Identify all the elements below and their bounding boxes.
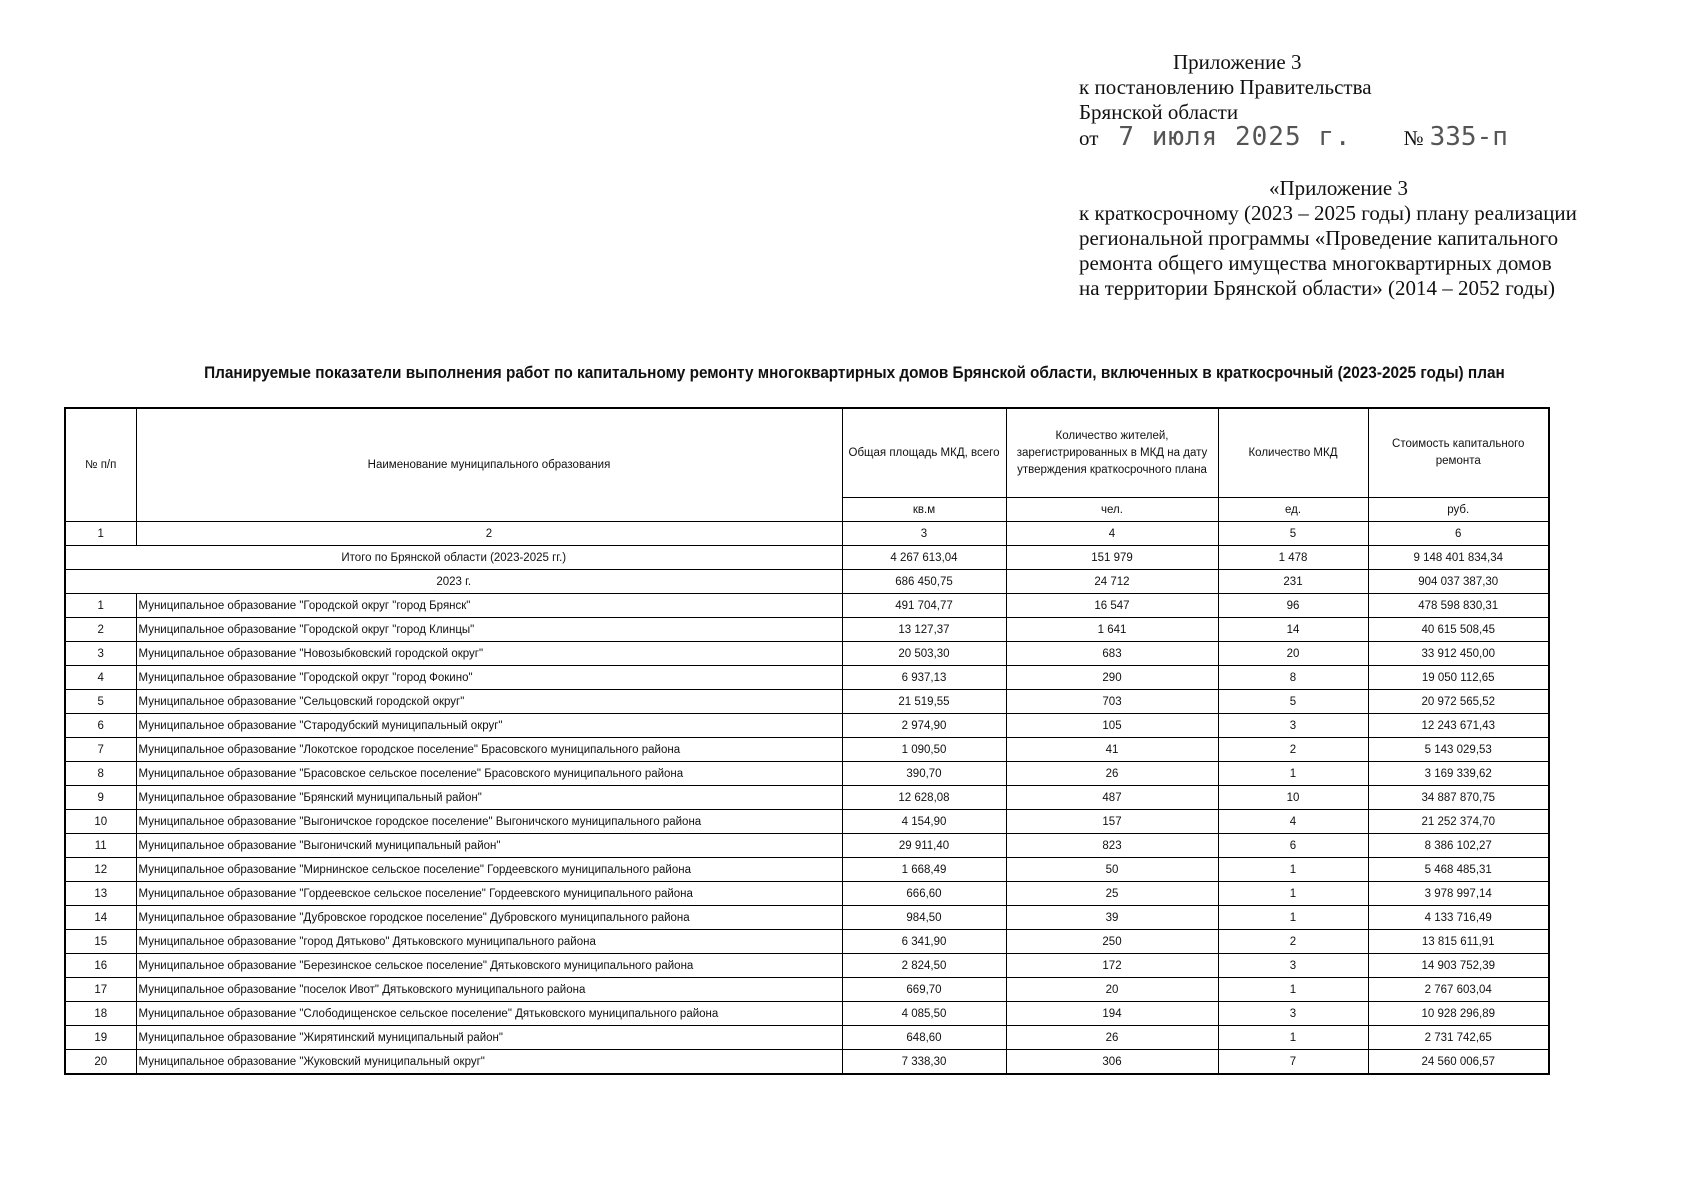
row-residents: 105 bbox=[1006, 714, 1218, 738]
total-area: 4 267 613,04 bbox=[842, 546, 1006, 570]
municipality-name: Муниципальное образование "Жуковский муниципальный округ" bbox=[136, 1050, 842, 1075]
row-cost: 19 050 112,65 bbox=[1368, 666, 1549, 690]
col-number: 4 bbox=[1006, 522, 1218, 546]
municipality-name: Муниципальное образование "Городской округ "город Брянск" bbox=[136, 594, 842, 618]
sub-appendix-title: «Приложение 3 bbox=[1269, 176, 1408, 200]
row-cost: 8 386 102,27 bbox=[1368, 834, 1549, 858]
col-number: 1 bbox=[65, 522, 136, 546]
row-number: 19 bbox=[65, 1026, 136, 1050]
row-area: 4 154,90 bbox=[842, 810, 1006, 834]
row-area: 7 338,30 bbox=[842, 1050, 1006, 1075]
row-residents: 20 bbox=[1006, 978, 1218, 1002]
header-row bbox=[65, 408, 1549, 498]
row-residents: 683 bbox=[1006, 642, 1218, 666]
row-count: 1 bbox=[1218, 882, 1368, 906]
row-cost: 33 912 450,00 bbox=[1368, 642, 1549, 666]
row-count: 3 bbox=[1218, 1002, 1368, 1026]
total-count: 1 478 bbox=[1218, 546, 1368, 570]
row-residents: 26 bbox=[1006, 1026, 1218, 1050]
row-cost: 2 767 603,04 bbox=[1368, 978, 1549, 1002]
row-area: 4 085,50 bbox=[842, 1002, 1006, 1026]
row-residents: 487 bbox=[1006, 786, 1218, 810]
unit-area: кв.м bbox=[842, 498, 1006, 522]
row-cost: 34 887 870,75 bbox=[1368, 786, 1549, 810]
row-residents: 41 bbox=[1006, 738, 1218, 762]
row-number: 5 bbox=[65, 690, 136, 714]
table-row bbox=[65, 930, 1549, 954]
table-row bbox=[65, 666, 1549, 690]
municipality-name: Муниципальное образование "город Дятьково" Дятьковского муниципального района bbox=[136, 930, 842, 954]
row-number: 2 bbox=[65, 618, 136, 642]
table-row bbox=[65, 834, 1549, 858]
unit-cost: руб. bbox=[1368, 498, 1549, 522]
row-cost: 24 560 006,57 bbox=[1368, 1050, 1549, 1075]
sub-appendix-line-2: к краткосрочному (2023 – 2025 годы) плану реализации bbox=[1079, 201, 1577, 225]
row-number: 17 bbox=[65, 978, 136, 1002]
row-count: 1 bbox=[1218, 762, 1368, 786]
row-cost: 3 169 339,62 bbox=[1368, 762, 1549, 786]
header-num: № п/п bbox=[65, 408, 136, 522]
row-cost: 3 978 997,14 bbox=[1368, 882, 1549, 906]
total-row bbox=[65, 546, 1549, 570]
row-area: 390,70 bbox=[842, 762, 1006, 786]
header-cost: Стоимость капитального ремонта bbox=[1368, 408, 1549, 498]
municipality-name: Муниципальное образование "Стародубский муниципальный округ" bbox=[136, 714, 842, 738]
row-area: 2 974,90 bbox=[842, 714, 1006, 738]
table-row bbox=[65, 690, 1549, 714]
row-area: 13 127,37 bbox=[842, 618, 1006, 642]
decree-number-wrap bbox=[1403, 122, 1508, 152]
table-row bbox=[65, 858, 1549, 882]
appendix-title: Приложение 3 bbox=[1173, 50, 1302, 74]
row-area: 12 628,08 bbox=[842, 786, 1006, 810]
municipality-name: Муниципальное образование "Выгоничский муниципальный район" bbox=[136, 834, 842, 858]
row-count: 7 bbox=[1218, 1050, 1368, 1075]
row-cost: 5 143 029,53 bbox=[1368, 738, 1549, 762]
decree-number: 335-п bbox=[1429, 122, 1508, 152]
municipality-name: Муниципальное образование "Слободищенское сельское поселение" Дятьковского муниципального района bbox=[136, 1002, 842, 1026]
row-number: 13 bbox=[65, 882, 136, 906]
year-cost: 904 037 387,30 bbox=[1368, 570, 1549, 594]
sub-appendix-line-5: на территории Брянской области» (2014 – 2052 годы) bbox=[1079, 276, 1556, 300]
row-residents: 172 bbox=[1006, 954, 1218, 978]
row-residents: 25 bbox=[1006, 882, 1218, 906]
row-number: 14 bbox=[65, 906, 136, 930]
row-number: 8 bbox=[65, 762, 136, 786]
header-residents: Количество жителей, зарегистрированных в МКД на дату утверждения краткосрочного плана bbox=[1006, 408, 1218, 498]
row-area: 984,50 bbox=[842, 906, 1006, 930]
table-row bbox=[65, 810, 1549, 834]
municipality-name: Муниципальное образование "Брянский муниципальный район" bbox=[136, 786, 842, 810]
municipality-name: Муниципальное образование "Брасовское сельское поселение" Брасовского муниципального района bbox=[136, 762, 842, 786]
row-cost: 14 903 752,39 bbox=[1368, 954, 1549, 978]
row-area: 21 519,55 bbox=[842, 690, 1006, 714]
sub-appendix-line-3: региональной программы «Проведение капитального bbox=[1079, 226, 1559, 250]
table-row bbox=[65, 738, 1549, 762]
unit-count: ед. bbox=[1218, 498, 1368, 522]
municipality-name: Муниципальное образование "Локотское городское поселение" Брасовского муниципального района bbox=[136, 738, 842, 762]
date-prefix: от bbox=[1079, 126, 1099, 150]
row-number: 3 bbox=[65, 642, 136, 666]
table-row bbox=[65, 1050, 1549, 1075]
row-count: 1 bbox=[1218, 1026, 1368, 1050]
column-number-row bbox=[65, 522, 1549, 546]
row-number: 10 bbox=[65, 810, 136, 834]
row-count: 1 bbox=[1218, 906, 1368, 930]
row-residents: 703 bbox=[1006, 690, 1218, 714]
row-residents: 250 bbox=[1006, 930, 1218, 954]
total-cost: 9 148 401 834,34 bbox=[1368, 546, 1549, 570]
municipality-name: Муниципальное образование "Жирятинский муниципальный район" bbox=[136, 1026, 842, 1050]
row-number: 18 bbox=[65, 1002, 136, 1026]
row-count: 4 bbox=[1218, 810, 1368, 834]
municipality-name: Муниципальное образование "поселок Ивот" Дятьковского муниципального района bbox=[136, 978, 842, 1002]
table-row bbox=[65, 954, 1549, 978]
row-number: 1 bbox=[65, 594, 136, 618]
row-area: 648,60 bbox=[842, 1026, 1006, 1050]
appendix-sub-block bbox=[1079, 176, 1679, 301]
col-number: 2 bbox=[136, 522, 842, 546]
row-count: 14 bbox=[1218, 618, 1368, 642]
row-residents: 39 bbox=[1006, 906, 1218, 930]
table-row bbox=[65, 906, 1549, 930]
row-cost: 4 133 716,49 bbox=[1368, 906, 1549, 930]
row-cost: 2 731 742,65 bbox=[1368, 1026, 1549, 1050]
row-count: 96 bbox=[1218, 594, 1368, 618]
row-count: 2 bbox=[1218, 738, 1368, 762]
row-count: 6 bbox=[1218, 834, 1368, 858]
row-number: 7 bbox=[65, 738, 136, 762]
row-number: 16 bbox=[65, 954, 136, 978]
year-area: 686 450,75 bbox=[842, 570, 1006, 594]
row-count: 5 bbox=[1218, 690, 1368, 714]
table-row bbox=[65, 1026, 1549, 1050]
row-residents: 50 bbox=[1006, 858, 1218, 882]
col-number: 6 bbox=[1368, 522, 1549, 546]
total-label: Итого по Брянской области (2023-2025 гг.) bbox=[65, 546, 842, 570]
row-count: 1 bbox=[1218, 978, 1368, 1002]
row-area: 1 668,49 bbox=[842, 858, 1006, 882]
municipality-name: Муниципальное образование "Городской округ "город Фокино" bbox=[136, 666, 842, 690]
year-residents: 24 712 bbox=[1006, 570, 1218, 594]
municipality-name: Муниципальное образование "Березинское сельское поселение" Дятьковского муниципального района bbox=[136, 954, 842, 978]
row-cost: 10 928 296,89 bbox=[1368, 1002, 1549, 1026]
row-number: 6 bbox=[65, 714, 136, 738]
row-count: 20 bbox=[1218, 642, 1368, 666]
year-row bbox=[65, 570, 1549, 594]
row-cost: 21 252 374,70 bbox=[1368, 810, 1549, 834]
row-residents: 290 bbox=[1006, 666, 1218, 690]
row-area: 1 090,50 bbox=[842, 738, 1006, 762]
plan-table bbox=[64, 407, 1550, 1075]
row-area: 666,60 bbox=[842, 882, 1006, 906]
row-number: 11 bbox=[65, 834, 136, 858]
appendix-decree-ref: к постановлению Правительства bbox=[1079, 75, 1372, 99]
appendix-region: Брянской области bbox=[1079, 100, 1239, 124]
row-cost: 13 815 611,91 bbox=[1368, 930, 1549, 954]
row-number: 12 bbox=[65, 858, 136, 882]
row-count: 2 bbox=[1218, 930, 1368, 954]
municipality-name: Муниципальное образование "Гордеевское сельское поселение" Гордеевского муниципального района bbox=[136, 882, 842, 906]
decree-date: 7 июля 2025 г. bbox=[1118, 122, 1352, 152]
row-residents: 1 641 bbox=[1006, 618, 1218, 642]
table-row bbox=[65, 978, 1549, 1002]
number-prefix: № bbox=[1403, 126, 1424, 150]
row-count: 10 bbox=[1218, 786, 1368, 810]
row-count: 1 bbox=[1218, 858, 1368, 882]
row-number: 9 bbox=[65, 786, 136, 810]
municipality-name: Муниципальное образование "Городской округ "город Клинцы" bbox=[136, 618, 842, 642]
row-count: 3 bbox=[1218, 714, 1368, 738]
row-area: 6 341,90 bbox=[842, 930, 1006, 954]
table-row bbox=[65, 786, 1549, 810]
table-row bbox=[65, 642, 1549, 666]
appendix-header bbox=[1079, 50, 1679, 301]
row-area: 29 911,40 bbox=[842, 834, 1006, 858]
row-cost: 12 243 671,43 bbox=[1368, 714, 1549, 738]
table-row bbox=[65, 1002, 1549, 1026]
row-area: 6 937,13 bbox=[842, 666, 1006, 690]
year-count: 231 bbox=[1218, 570, 1368, 594]
row-residents: 157 bbox=[1006, 810, 1218, 834]
table-row bbox=[65, 882, 1549, 906]
header-count: Количество МКД bbox=[1218, 408, 1368, 498]
unit-residents: чел. bbox=[1006, 498, 1218, 522]
row-area: 20 503,30 bbox=[842, 642, 1006, 666]
row-cost: 20 972 565,52 bbox=[1368, 690, 1549, 714]
row-area: 2 824,50 bbox=[842, 954, 1006, 978]
row-count: 3 bbox=[1218, 954, 1368, 978]
row-residents: 16 547 bbox=[1006, 594, 1218, 618]
sub-appendix-line-4: ремонта общего имущества многоквартирных домов bbox=[1079, 251, 1552, 275]
total-residents: 151 979 bbox=[1006, 546, 1218, 570]
header-name: Наименование муниципального образования bbox=[136, 408, 842, 522]
row-cost: 40 615 508,45 bbox=[1368, 618, 1549, 642]
municipality-name: Муниципальное образование "Выгоничское городское поселение" Выгоничского муниципального района bbox=[136, 810, 842, 834]
appendix-date-line bbox=[1079, 122, 1679, 152]
header-area: Общая площадь МКД, всего bbox=[842, 408, 1006, 498]
row-area: 491 704,77 bbox=[842, 594, 1006, 618]
municipality-name: Муниципальное образование "Мирнинское сельское поселение" Гордеевского муниципального района bbox=[136, 858, 842, 882]
row-residents: 26 bbox=[1006, 762, 1218, 786]
col-number: 3 bbox=[842, 522, 1006, 546]
table-row bbox=[65, 762, 1549, 786]
row-cost: 5 468 485,31 bbox=[1368, 858, 1549, 882]
row-residents: 823 bbox=[1006, 834, 1218, 858]
row-number: 15 bbox=[65, 930, 136, 954]
col-number: 5 bbox=[1218, 522, 1368, 546]
row-number: 20 bbox=[65, 1050, 136, 1075]
row-area: 669,70 bbox=[842, 978, 1006, 1002]
table-row bbox=[65, 618, 1549, 642]
row-cost: 478 598 830,31 bbox=[1368, 594, 1549, 618]
row-number: 4 bbox=[65, 666, 136, 690]
table-row bbox=[65, 714, 1549, 738]
row-count: 8 bbox=[1218, 666, 1368, 690]
plan-table-body bbox=[65, 522, 1549, 1075]
year-label: 2023 г. bbox=[65, 570, 842, 594]
table-row bbox=[65, 594, 1549, 618]
municipality-name: Муниципальное образование "Сельцовский городской округ" bbox=[136, 690, 842, 714]
row-residents: 194 bbox=[1006, 1002, 1218, 1026]
row-residents: 306 bbox=[1006, 1050, 1218, 1075]
municipality-name: Муниципальное образование "Новозыбковский городской округ" bbox=[136, 642, 842, 666]
municipality-name: Муниципальное образование "Дубровское городское поселение" Дубровского муниципального района bbox=[136, 906, 842, 930]
document-title: Планируемые показатели выполнения работ по капитальному ремонту многоквартирных домов Брянской области, включенных в краткосрочный (2023-2025 годы) план bbox=[204, 364, 1505, 382]
